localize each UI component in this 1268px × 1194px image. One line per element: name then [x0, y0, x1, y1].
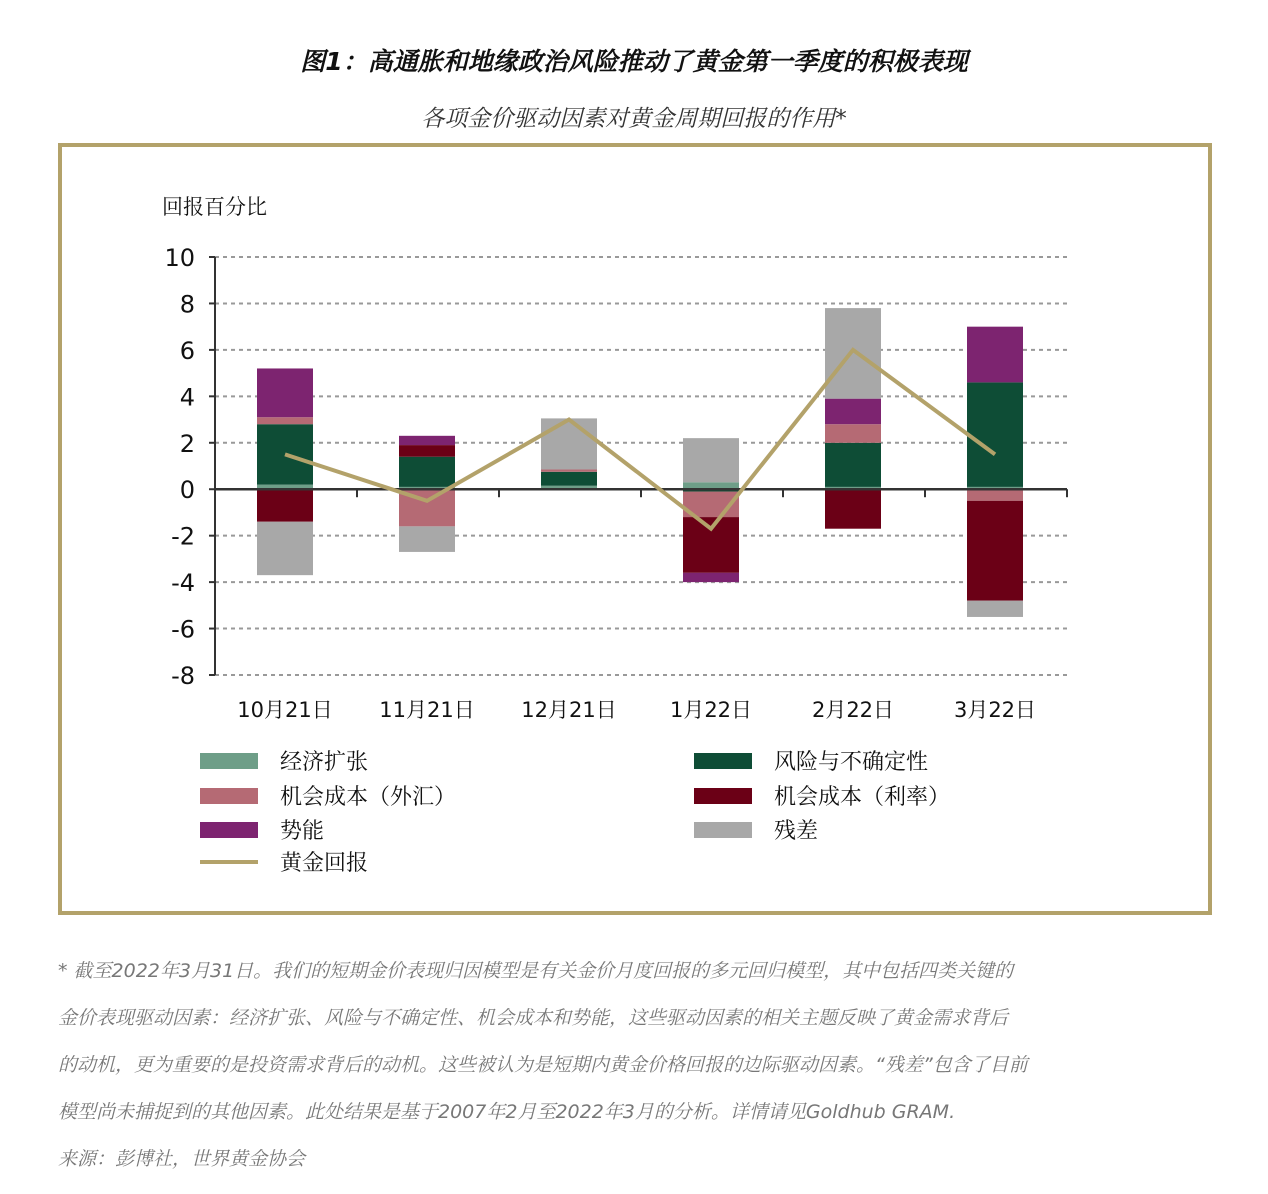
y-tick-label: -8 — [171, 662, 195, 690]
bar-segment — [825, 308, 881, 399]
bar-segment — [399, 445, 455, 457]
y-tick-label: -2 — [171, 522, 195, 551]
y-tick-label: 2 — [179, 429, 195, 458]
x-tick-label: 11月21日 — [379, 698, 475, 722]
bar-segment — [825, 489, 881, 528]
bar-segment — [257, 489, 313, 522]
legend-label: 黄金回报 — [280, 851, 369, 876]
bar-segment — [825, 443, 881, 487]
y-tick-label: 0 — [179, 476, 195, 505]
legend-label: 残差 — [774, 819, 819, 844]
bar-segment — [967, 501, 1023, 601]
footnote — [58, 948, 1218, 1183]
legend-label: 风险与不确定性 — [774, 750, 929, 775]
y-tick-label: 10 — [164, 244, 195, 272]
x-tick-label: 3月22日 — [953, 698, 1037, 722]
chart-subtitle: 各项金价驱动因素对黄金周期回报的作用* — [421, 106, 847, 132]
bar-segment — [967, 489, 1023, 501]
bar-segment — [399, 436, 455, 445]
legend-swatch — [694, 788, 752, 804]
bar-segment — [257, 368, 313, 417]
gridlines — [215, 257, 1067, 675]
y-axis-label: 回报百分比 — [162, 195, 267, 219]
y-tick-label: -4 — [171, 569, 195, 598]
legend-swatch — [694, 753, 752, 769]
legend-swatch — [200, 822, 258, 838]
bar-segment — [683, 517, 739, 573]
bar-segment — [825, 399, 881, 425]
bar-segment — [825, 424, 881, 443]
x-tick-label: 2月22日 — [811, 698, 895, 722]
legend-label: 机会成本（利率） — [774, 785, 951, 810]
bar-segment — [541, 469, 597, 471]
y-tick-label: -6 — [171, 615, 195, 644]
y-tick-label: 4 — [179, 383, 195, 412]
source-note: 来源：彭博社，世界黄金协会 — [58, 1148, 306, 1170]
bar-segment — [967, 382, 1023, 487]
bar-segment — [399, 526, 455, 552]
bar-segment — [967, 601, 1023, 617]
footnote-line-1: * 截至2022年3月31日。我们的短期金价表现归因模型是有关金价月度回报的多元回归模型，其中包括四类关键的 — [58, 960, 1014, 982]
legend-swatch — [200, 753, 258, 769]
bar-segment — [683, 573, 739, 582]
legend-label: 经济扩张 — [280, 750, 369, 775]
chart-title: 图1：高通胀和地缘政治风险推动了黄金第一季度的积极表现 — [300, 47, 968, 76]
bar-segment — [541, 418, 597, 469]
bar-segment — [257, 417, 313, 424]
bar-segment — [967, 327, 1023, 383]
x-tick-label: 10月21日 — [237, 698, 333, 722]
gold-return-line-group — [285, 350, 995, 529]
bar-segment — [541, 472, 597, 486]
y-tick-label: 6 — [179, 336, 195, 365]
legend — [200, 750, 950, 876]
footnote-line-3: 的动机，更为重要的是投资需求背后的动机。这些被认为是短期内黄金价格回报的边际驱动因素。“残差”包含了目前 — [58, 1054, 1028, 1076]
footnote-line-4: 模型尚未捕捉到的其他因素。此处结果是基于2007年2月至2022年3月的分析。详情请见Goldhub GRAM. — [58, 1101, 956, 1123]
legend-swatch — [200, 788, 258, 804]
x-tick-label: 1月22日 — [669, 698, 753, 722]
x-tick-label: 12月21日 — [521, 698, 617, 722]
bar-segment — [399, 457, 455, 487]
legend-label: 势能 — [280, 819, 325, 844]
bar-segment — [257, 522, 313, 575]
gold-return-line — [285, 350, 995, 529]
bars-group — [257, 308, 1023, 617]
bar-segment — [683, 438, 739, 482]
footnote-line-2: 金价表现驱动因素：经济扩张、风险与不确定性、机会成本和势能，这些驱动因素的相关主题反映了黄金需求背后 — [58, 1007, 1009, 1029]
legend-swatch — [694, 822, 752, 838]
y-tick-label: 8 — [179, 290, 195, 319]
legend-label: 机会成本（外汇） — [280, 785, 457, 810]
